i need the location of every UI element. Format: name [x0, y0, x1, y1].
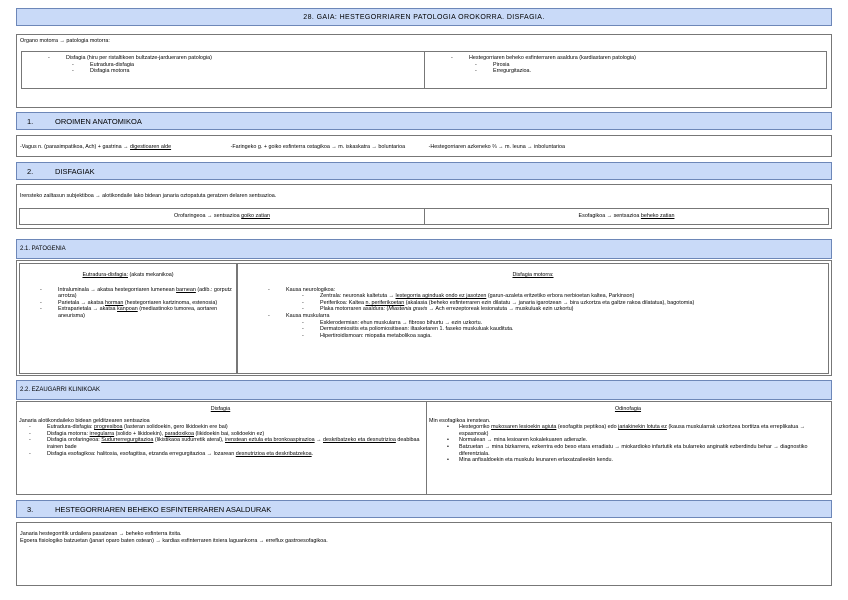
- section-2-header: [16, 162, 832, 180]
- section-1-line: -Vagus n. (parasimpatikoa, Ach) + gastrina → digestioaren alde -Faringeko g. + goiko esfinterra ostagikoa → m. iskaskatra → boluntarioa -Hestegorriaren azkeneko ⅔ → m. leuna → inboluntarioa: [20, 144, 565, 150]
- section-3-line-2: Egoera fisiologiko batzuetan (janari oparo baten ostean) → kardias esfinterraren itxiera laguankorra → erreflux gastroesofagikoa.: [20, 537, 328, 544]
- section-1-b: -Faringeko g. + goiko esfinterra ostagikoa → m. iskaskatra → boluntarioa: [230, 144, 406, 150]
- patogenia-left-list: [20, 287, 236, 320]
- intro-inner-box: [21, 51, 827, 89]
- list-item: - Hipertiroidismoan: miopatia metabolikoa sagia.: [320, 333, 824, 340]
- clinical-left-list: [19, 424, 422, 457]
- section-3-title: HESTEGORRIAREN BEHEKO ESFINTERRAREN ASALDURAK: [55, 504, 272, 514]
- intro-box: [16, 34, 832, 108]
- section-1-box: [16, 135, 832, 157]
- section-3-box: [16, 522, 832, 586]
- section-1-title: OROIMEN ANATOMIKOA: [55, 116, 142, 126]
- list-item: - Hestegorriaren beheko esfinterraren asaldura (kardiastaren patologia) - Pirosia - Erregurgitazioa.: [469, 55, 826, 75]
- list-item: • Normalean → mina lesioaren kokalekuaren adierazle.: [459, 437, 827, 444]
- intro-left-list: [66, 55, 424, 75]
- list-item: - Parietala → akatsa horman (hestegorriaren kartzinoma, estenosia): [58, 300, 232, 307]
- clinical-left-cell: [17, 402, 427, 494]
- section-1-header: [16, 112, 832, 130]
- section-2-2-header: [16, 380, 832, 400]
- list-item: - Disfagia (hiru per ristaltikoen bultzatze-jardueraren patologia) - Eutradura-disfagia - Disfagia motorra: [66, 55, 424, 75]
- patogenia-right-list: [238, 287, 828, 340]
- section-2-number: 2.: [27, 166, 34, 176]
- list-item: - Eutradura-disfagia: progresiboa (lasteran solidoekin, gero likidoekin ere bai): [47, 424, 422, 431]
- page-title-text: 28. GAIA: HESTEGORRIAREN PATOLOGIA OROKORRA. DISFAGIA.: [303, 13, 545, 21]
- clinical-left-intro: Janaria alotikondaileko bidean gelditzearen sentsazioa: [19, 417, 150, 424]
- list-item: - Eutradura-disfagia: [90, 62, 424, 69]
- section-2-1-box: [16, 260, 832, 376]
- section-3-number: 3.: [27, 504, 34, 514]
- intro-text: Organo motorra → patologia motorra:: [20, 38, 110, 44]
- list-item: - Kausa neurologikoa: - Zentrala: neuronak kaltetuta → lestegorria aginduak ondo ez jasotzen (garun-azaleta eritzetiko erbora nerbioetan kaltea, Parkinson) - Periferikoa: Kaltea n. periferikoetan (akalasia (beheko esfinterraren ezin dilatatu → janaria igarotzean → bira uzkortza eta galtze rakoa dilatatua), bagotomia) - Plaka motorraren asaldura: (Miastenia gravis → Ach errezeptoreak lesionatuta → muskuluak ezin uzkortu): [286, 287, 824, 313]
- list-item: • Hestegorriko mukosaren lesioekin agiuta (esofagitis peptikoa) edo jariakinekin lotuta ez (kausa muskularrak uzkortzea bortitza eta erreplikatua → espasmoak): [459, 424, 827, 437]
- list-item: - Dermatomiositis eta poliomiositisean: iltasketaren 1. faseko muskuluak kaudituta.: [320, 326, 824, 333]
- section-2-1-title: 2.1. PATOGENIA: [20, 246, 66, 252]
- list-item: - Kausa muskularra - Esklerodermian: ehun muskularra → fibroso bihurtu → ezin uzkortu. - Dermatomiositis eta poliomiositisean: iltasketaren 1. faseko muskuluak kaudituta. - Hipertiroidismoan: miopatia metabolikoa sagia.: [286, 313, 824, 339]
- section-2-left-cell: Orofaringeoa → sentsazioa goiko zatian: [20, 209, 425, 224]
- section-1-underlined: digestioaren alde: [130, 144, 172, 150]
- list-item: - Periferikoa: Kaltea n. periferikoetan (akalasia (beheko esfinterraren ezin dilatatu → janaria igarotzean → bira uzkortza eta galtze rakoa dilatatua), bagotomia): [320, 300, 824, 307]
- section-3-line-1: Janaria hestegorritik urdailera pasatzean → beheko esfinterra itxita.: [20, 531, 182, 537]
- section-2-2-title: 2.2. EZAUGARRI KLINIKOAK: [20, 387, 101, 393]
- clinical-right-cell: [427, 402, 831, 494]
- clinical-right-intro: Min esofagikoa irenstean.: [429, 417, 491, 424]
- list-item: - Pirosia: [493, 62, 826, 69]
- list-item: - Disfagia orofaringeoa: Sudurrerregurgitazioa (likistikaoa sudurretik ateral), irenstean eztula eta bronkoaspirazioa → deskribatzeko eta desnutrizioa deabibaa irainen bade: [47, 437, 422, 450]
- intro-right-list: [469, 55, 826, 75]
- clinical-right-list: [429, 424, 827, 464]
- section-1-c: -Hestegorriaren azkeneko ⅔ → m. leuna → inboluntarioa: [428, 144, 565, 150]
- section-2-box: [16, 184, 832, 229]
- intro-left-col: [22, 52, 425, 88]
- patogenia-left-cell: [19, 263, 237, 374]
- list-item: • Batzuetan → mina bizkarrera, ezkerrira edo beso etara erradiatu → miokardioko infartutik eta bularreko anginatik ezberdindu behar → diagnostiko diferentziala.: [459, 444, 827, 457]
- section-2-title: DISFAGIAK: [55, 166, 95, 176]
- patogenia-right-cell: [237, 263, 829, 374]
- list-item: - Disfagia motorra: [90, 68, 424, 75]
- list-item: - Intraluminala → akatsa hestegorriaren lumenean barnean (adib.: gorputz arrotza): [58, 287, 232, 300]
- list-item: - Erregurgitazioa.: [493, 68, 826, 75]
- patogenia-right-head: Disfagia motorra:: [512, 272, 554, 278]
- list-item: - Disfagia esofagikoa: halitosia, esofagitisa, etzanda erregurgitazioa → lozarean desnutrizioa eta deskribatzekoa.: [47, 451, 422, 458]
- intro-right-col: [425, 52, 826, 88]
- section-2-text: Irensteko zailtasun subjektiboa → alotikondaile lako bidean janaria oztopatuta geratzen delaren sentsazioa.: [20, 193, 277, 199]
- list-item: - Esklerodermian: ehun muskularra → fibroso bihurtu → ezin uzkortu.: [320, 320, 824, 327]
- patogenia-left-head: Eutradura-disfagia: (akats mekanikoa): [82, 272, 174, 278]
- section-3-header: [16, 500, 832, 518]
- clinical-right-head: Odinofagia: [614, 406, 642, 412]
- section-2-right-cell: Esofagikoa → sentsazioa beheko zatian: [578, 213, 675, 219]
- section-2-1-header: [16, 239, 832, 259]
- clinical-left-head: Disfagia: [210, 406, 231, 412]
- section-2-2-box: [16, 401, 832, 495]
- list-item: - Extraparietala → akatsa kanpoan (mediastinoko tumorea, aortaren aneurisma): [58, 306, 232, 319]
- section-1-number: 1.: [27, 116, 34, 126]
- list-item: - Plaka motorraren asaldura: (Miastenia gravis → Ach errezeptoreak lesionatuta → muskuluak ezin uzkortu): [320, 306, 824, 313]
- section-2-table: [19, 208, 829, 225]
- list-item: - Disfagia motorra: irregularra (solido + likidoekin), paradoxikoa (likidoekin bai, solidoekin ez): [47, 431, 422, 438]
- list-item: • Mina anfisaldoekin eta muskulu leunaren erlaxatzaileekin kendu.: [459, 457, 827, 464]
- list-item: - Zentrala: neuronak kaltetuta → lestegorria aginduak ondo ez jasotzen (garun-azaleta eritzetiko erbora nerbioetan kaltea, Parkinson): [320, 293, 824, 300]
- page-title: [16, 8, 832, 26]
